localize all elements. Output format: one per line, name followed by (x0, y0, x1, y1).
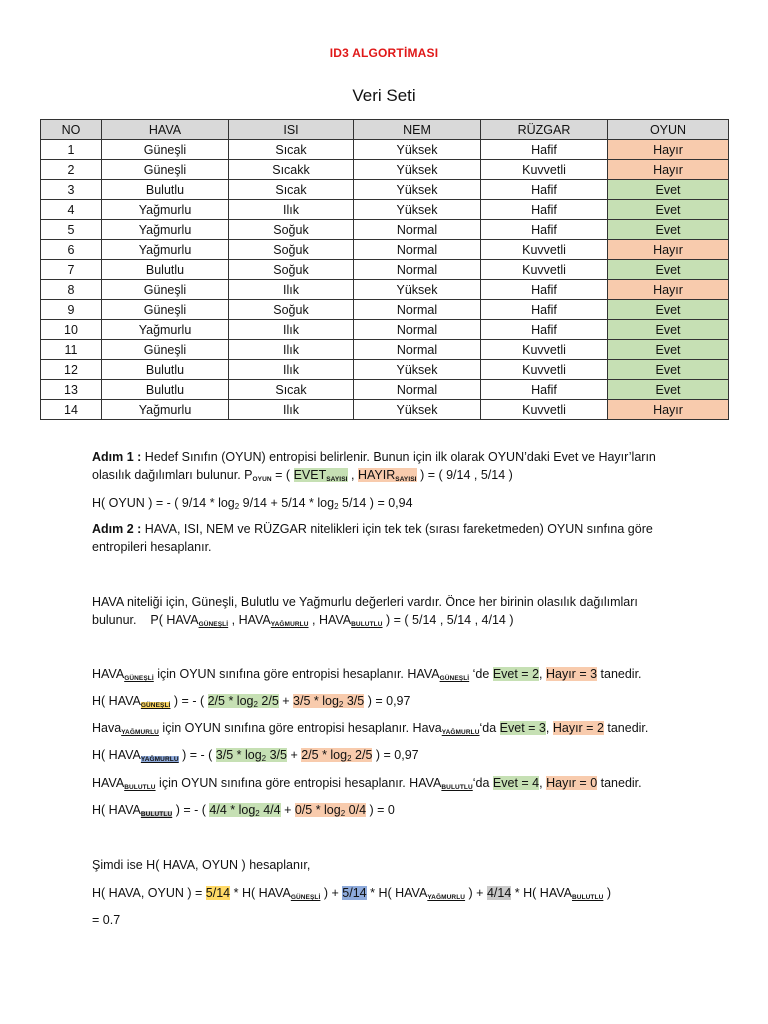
cell-no: 11 (41, 340, 102, 360)
document-title: ID3 ALGORTİMASI (329, 46, 439, 60)
gunesli-line: $HAVA_{GÜNEŞLİ}$ için OYUN sınıfına göre entropisi hesaplanır. $HAVA_{GÜNEŞLİ}$ ‘de Evet = 2, Hayır = 3 tanedir. (92, 667, 642, 682)
cell-no: 12 (41, 360, 102, 380)
table-header-row (41, 120, 729, 140)
header-ruzgar: RÜZGAR (481, 120, 608, 140)
cell-oyun: Evet (608, 180, 729, 200)
cell-isi: Sıcak (229, 380, 354, 400)
cell-nem: Yüksek (354, 200, 481, 220)
cell-ruzgar: Hafif (481, 300, 608, 320)
cell-no: 14 (41, 400, 102, 420)
cell-nem: Normal (354, 220, 481, 240)
cell-ruzgar: Kuvvetli (481, 360, 608, 380)
table-row (41, 200, 729, 220)
cell-nem: Yüksek (354, 180, 481, 200)
cell-oyun: Hayır (608, 160, 729, 180)
yagmurlu-line: Hava$_{YAĞMURLU}$ için OYUN sınıfına göre entropisi hesaplanır. Hava$_{YAĞMURLU}$‘da Evet = 3, Hayır = 2 tanedir. (92, 721, 649, 736)
cell-oyun: Hayır (608, 240, 729, 260)
cell-hava: Bulutlu (102, 380, 229, 400)
header-no: NO (41, 120, 102, 140)
cell-ruzgar: Hafif (481, 200, 608, 220)
table-row (41, 240, 729, 260)
cell-nem: Normal (354, 380, 481, 400)
cell-isi: Ilık (229, 280, 354, 300)
cell-nem: Yüksek (354, 160, 481, 180)
cell-no: 4 (41, 200, 102, 220)
cell-ruzgar: Hafif (481, 180, 608, 200)
cell-isi: Ilık (229, 400, 354, 420)
table-row (41, 320, 729, 340)
cell-ruzgar: Hafif (481, 380, 608, 400)
cell-nem: Normal (354, 340, 481, 360)
cell-no: 13 (41, 380, 102, 400)
cell-isi: Soğuk (229, 260, 354, 280)
cell-nem: Normal (354, 320, 481, 340)
cell-hava: Yağmurlu (102, 320, 229, 340)
cell-ruzgar: Hafif (481, 280, 608, 300)
cell-isi: Soğuk (229, 220, 354, 240)
cell-oyun: Evet (608, 320, 729, 340)
cell-ruzgar: Kuvvetli (481, 160, 608, 180)
cell-nem: Normal (354, 260, 481, 280)
cell-oyun: Evet (608, 260, 729, 280)
cell-hava: Bulutlu (102, 180, 229, 200)
cell-hava: Yağmurlu (102, 400, 229, 420)
step2-label: Adım 2 : (92, 522, 142, 536)
table-row (41, 220, 729, 240)
header-oyun: OYUN (608, 120, 729, 140)
cell-nem: Yüksek (354, 360, 481, 380)
cell-hava: Güneşli (102, 280, 229, 300)
cell-ruzgar: Hafif (481, 140, 608, 160)
header-hava: HAVA (102, 120, 229, 140)
h-hava-oyun-formula: H( HAVA, OYUN ) = 5/14 * H( $HAVA_{GÜNEŞLİ}$ ) + 5/14 * H( $HAVA_{YAĞMURLU}$ ) + 4/14 * H( $HAVA_{BULUTLU}$ ) (92, 886, 612, 901)
evet-count-highlight: $EVET_{SAYISI}$ (293, 468, 348, 483)
hava-intro: HAVA niteliği için, Güneşli, Bulutlu ve Yağmurlu değerleri vardır. Önce her birinin olasılık dağılımları bulunur. P( $HAVA_{GÜNEŞLİ}$ , $HAVA_{YAĞMURLU}$ , $HAVA_{BULUTLU}$ ) = ( 5/14 , 5/14 , 4/14 ) (92, 595, 638, 628)
cell-isi: Ilık (229, 320, 354, 340)
cell-oyun: Hayır (608, 140, 729, 160)
cell-oyun: Evet (608, 360, 729, 380)
table-row (41, 340, 729, 360)
cell-hava: Güneşli (102, 300, 229, 320)
dataset-title: Veri Seti (352, 86, 416, 105)
cell-hava: Bulutlu (102, 360, 229, 380)
cell-isi: Sıcak (229, 140, 354, 160)
cell-hava: Yağmurlu (102, 220, 229, 240)
cell-hava: Yağmurlu (102, 200, 229, 220)
cell-hava: Bulutlu (102, 260, 229, 280)
table-row (41, 300, 729, 320)
cell-no: 9 (41, 300, 102, 320)
cell-hava: Güneşli (102, 160, 229, 180)
cell-isi: Sıcak (229, 180, 354, 200)
gunesli-entropy: H( $HAVA_{GÜNEŞLİ}$ ) = - ( 2/5 * log2 2/5 + 3/5 * log2 3/5 ) = 0,97 (92, 694, 411, 709)
cell-ruzgar: Kuvvetli (481, 240, 608, 260)
cell-ruzgar: Hafif (481, 320, 608, 340)
cell-ruzgar: Kuvvetli (481, 340, 608, 360)
table-row (41, 400, 729, 420)
cell-isi: Soğuk (229, 240, 354, 260)
cell-oyun: Evet (608, 380, 729, 400)
cell-no: 2 (41, 160, 102, 180)
cell-oyun: Evet (608, 300, 729, 320)
table-row (41, 160, 729, 180)
cell-oyun: Evet (608, 200, 729, 220)
cell-no: 7 (41, 260, 102, 280)
cell-hava: Yağmurlu (102, 240, 229, 260)
cell-oyun: Hayır (608, 400, 729, 420)
cell-no: 10 (41, 320, 102, 340)
bulutlu-entropy: H( $HAVA_{BULUTLU}$ ) = - ( 4/4 * log2 4/4 + 0/5 * log2 0/4 ) = 0 (92, 803, 395, 818)
dataset-table (40, 119, 729, 420)
yagmurlu-entropy: H( $HAVA_{YAĞMURLU}$ ) = - ( 3/5 * log2 3/5 + 2/5 * log2 2/5 ) = 0,97 (92, 748, 419, 763)
step1-label: Adım 1 : (92, 450, 142, 464)
simdi-line: Şimdi ise H( HAVA, OYUN ) hesaplanır, (92, 858, 311, 872)
cell-isi: Sıcakk (229, 160, 354, 180)
header-isi: ISI (229, 120, 354, 140)
cell-nem: Normal (354, 240, 481, 260)
table-row (41, 380, 729, 400)
step2-paragraph: Adım 2 : HAVA, ISI, NEM ve RÜZGAR nitelikleri için tek tek (sırası fareketmeden) OYUN sınfına göre entropileri hesaplanır. (92, 522, 653, 554)
table-row (41, 280, 729, 300)
cell-oyun: Hayır (608, 280, 729, 300)
cell-ruzgar: Hafif (481, 220, 608, 240)
table-row (41, 180, 729, 200)
cell-nem: Yüksek (354, 400, 481, 420)
cell-isi: Soğuk (229, 300, 354, 320)
final-result: = 0.7 (92, 913, 121, 927)
cell-isi: Ilık (229, 340, 354, 360)
cell-nem: Yüksek (354, 140, 481, 160)
cell-ruzgar: Kuvvetli (481, 260, 608, 280)
cell-no: 5 (41, 220, 102, 240)
cell-ruzgar: Kuvvetli (481, 400, 608, 420)
header-nem: NEM (354, 120, 481, 140)
cell-nem: Normal (354, 300, 481, 320)
step1-paragraph: Adım 1 : Hedef Sınıfın (OYUN) entropisi belirlenir. Bunun için ilk olarak OYUN’daki Evet ve Hayır’ların olasılık dağılımları bulunur. $P_{OYUN}$ = ( $EVET_{SAYISI}$ , $HAYIR_{SAYISI}$ ) = ( 9/14 , 5/14 ) (92, 450, 656, 483)
cell-isi: Ilık (229, 360, 354, 380)
bulutlu-line: $HAVA_{BULUTLU}$ için OYUN sınıfına göre entropisi hesaplanır. $HAVA_{BULUTLU}‘da$ Evet = 4, Hayır = 0 tanedir. (92, 776, 642, 791)
cell-oyun: Evet (608, 220, 729, 240)
cell-no: 8 (41, 280, 102, 300)
cell-no: 3 (41, 180, 102, 200)
cell-isi: Ilık (229, 200, 354, 220)
table-row (41, 360, 729, 380)
cell-no: 6 (41, 240, 102, 260)
cell-no: 1 (41, 140, 102, 160)
cell-hava: Güneşli (102, 340, 229, 360)
table-row (41, 260, 729, 280)
hayir-count-highlight: $HAYIR_{SAYISI}$ (357, 468, 417, 483)
cell-hava: Güneşli (102, 140, 229, 160)
cell-nem: Yüksek (354, 280, 481, 300)
h-oyun-formula: H( OYUN ) = - ( 9/14 * log2 9/14 + 5/14 * log2 5/14 ) = 0,94 (92, 496, 413, 511)
cell-oyun: Evet (608, 340, 729, 360)
table-row (41, 140, 729, 160)
